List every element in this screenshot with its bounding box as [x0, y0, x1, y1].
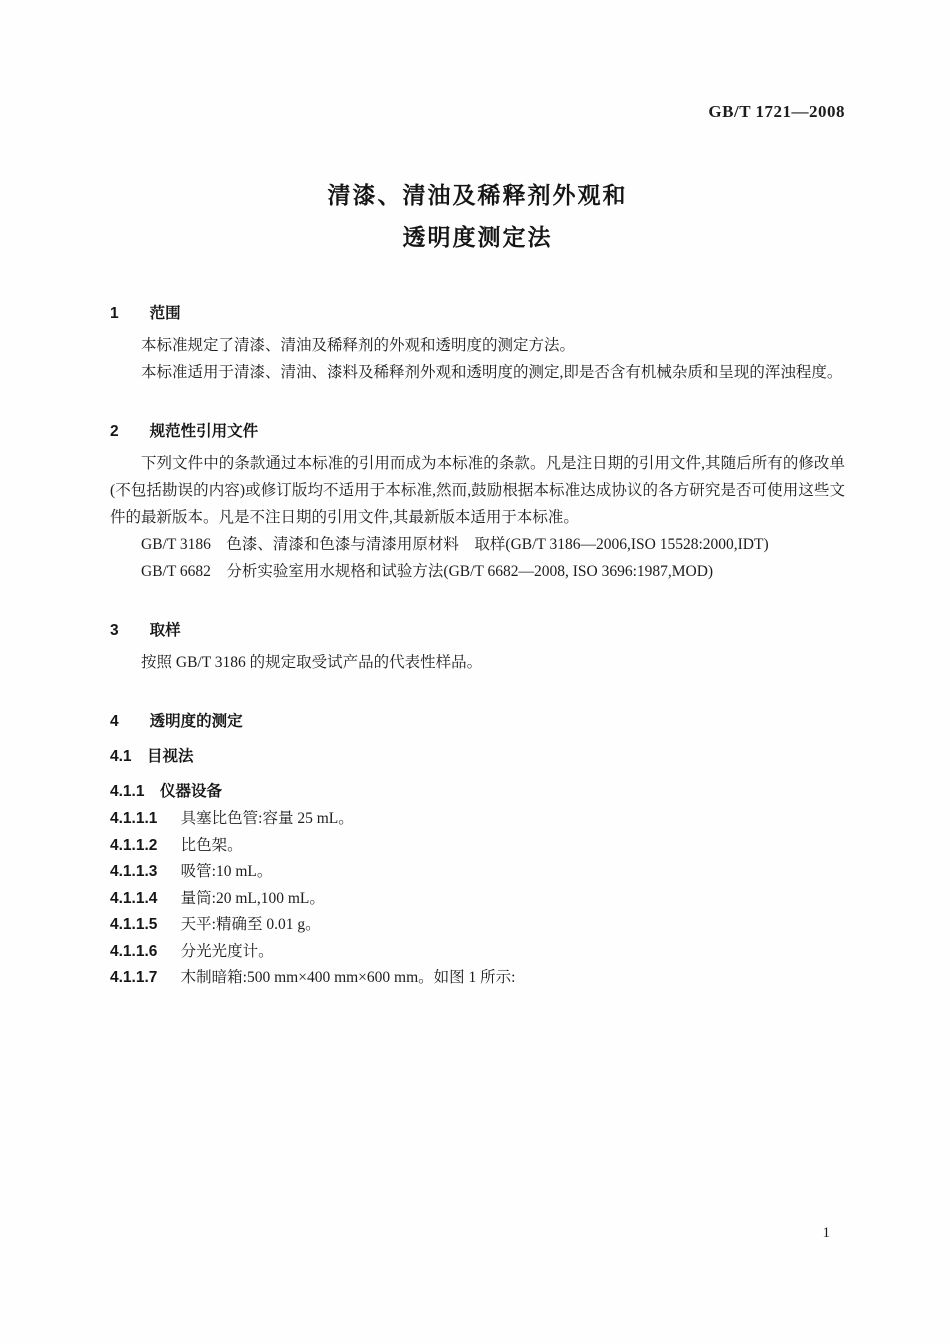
title-line-2: 透明度测定法: [402, 224, 553, 250]
section-2-heading: 2 规范性引用文件: [110, 423, 259, 440]
clause-text: 分光光度计。: [180, 942, 274, 960]
clause-4-1-1-5: [110, 912, 845, 939]
section-3-paragraph-1: 按照 GB/T 3186 的规定取受试产品的代表性样品。: [141, 654, 483, 671]
clause-4-1-1-6: [110, 939, 845, 966]
clause-4-1-1-2: [110, 833, 845, 860]
document-title: [110, 174, 845, 258]
section-4-1-heading: 4.1 目视法: [110, 748, 194, 765]
section-1-paragraph-1: 本标准规定了清漆、清油及稀释剂的外观和透明度的测定方法。: [141, 337, 576, 354]
section-1-heading: 1 范围: [110, 305, 181, 322]
clause-4-1-1-7: [110, 965, 845, 992]
clause-number: 4.1.1.5: [110, 916, 158, 933]
clause-number: 4.1.1.7: [110, 969, 158, 986]
section-4-1-1-heading: 4.1.1 仪器设备: [110, 783, 222, 800]
clause-text: 天平:精确至 0.01 g。: [180, 916, 321, 933]
section-2-paragraph-1: 下列文件中的条款通过本标准的引用而成为本标准的条款。凡是注日期的引用文件,其随后所有的修改单(不包括勘误的内容)或修订版均不适用于本标准,然而,鼓励根据本标准达成协议的各方研究是否可使用这些文件的最新版本。凡是不注日期的引用文件,其最新版本适用于本标准。: [110, 455, 845, 526]
section-4-heading: 4 透明度的测定: [110, 713, 243, 730]
clause-4-1-1-1: [110, 806, 845, 833]
clause-number: 4.1.1.1: [110, 810, 158, 827]
clause-4-1-1-3: [110, 859, 845, 886]
clause-number: 4.1.1.4: [110, 889, 158, 907]
clause-text: 木制暗箱:500 mm×400 mm×600 mm。如图 1 所示:: [180, 969, 516, 986]
page-number: 1: [822, 1225, 830, 1241]
clause-number: 4.1.1.2: [110, 836, 158, 854]
clause-text: 吸管:10 mL。: [180, 863, 273, 880]
clause-text: 量筒:20 mL,100 mL。: [180, 889, 325, 907]
reference-gbt-6682: GB/T 6682 分析实验室用水规格和试验方法(GB/T 6682—2008, ISO 3696:1987,MOD): [141, 563, 714, 580]
clause-text: 具塞比色管:容量 25 mL。: [180, 810, 354, 827]
section-3-heading: 3 取样: [110, 622, 181, 639]
clause-number: 4.1.1.6: [110, 942, 158, 960]
clause-number: 4.1.1.3: [110, 863, 158, 880]
title-line-1: 清漆、清油及稀释剂外观和: [327, 182, 628, 208]
reference-gbt-3186: GB/T 3186 色漆、清漆和色漆与清漆用原材料 取样(GB/T 3186—2006,ISO 15528:2000,IDT): [141, 536, 769, 553]
section-1-paragraph-2: 本标准适用于清漆、清油、漆料及稀释剂外观和透明度的测定,即是否含有机械杂质和呈现的浑浊程度。: [141, 364, 843, 381]
clause-text: 比色架。: [180, 836, 243, 854]
standard-number: GB/T 1721—2008: [708, 102, 845, 121]
clause-4-1-1-4: [110, 886, 845, 913]
